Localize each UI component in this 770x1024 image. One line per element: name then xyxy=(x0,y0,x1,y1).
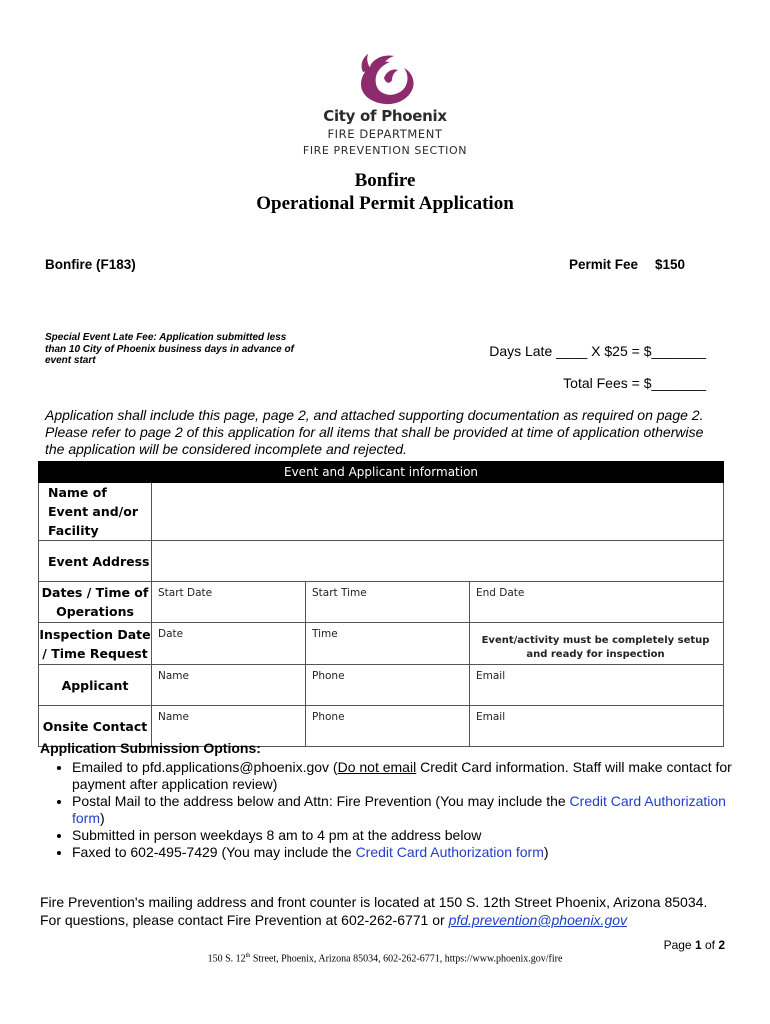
list-item xyxy=(72,827,762,844)
footer-part2: Street, Phoenix, Arizona 85034, 602-262-6771, https://www.phoenix.gov/fire xyxy=(250,953,563,965)
instructions-text: Application shall include this page, page 2, and attached supporting documentation as required on page 2. Please refer to page 2 of this application for all items that shall be provided at time of application otherwise the application will be considered incomplete and rejected. xyxy=(45,407,704,457)
page-of: of xyxy=(701,938,719,952)
credit-card-form-link[interactable]: Credit Card Authorization form xyxy=(355,844,544,860)
end-date-field[interactable] xyxy=(470,582,724,623)
option-fax-text: Faxed to 602-495-7429 (You may include the xyxy=(72,844,356,860)
permit-fee-label: Permit Fee xyxy=(569,257,639,272)
applicant-name-field[interactable] xyxy=(152,665,306,706)
logo-department: FIRE DEPARTMENT xyxy=(327,127,443,141)
onsite-phone-field[interactable] xyxy=(306,706,470,747)
dates-label: Dates / Time of Operations xyxy=(39,582,152,623)
option-mail-close: ) xyxy=(100,810,105,826)
do-not-email-text: Do not email xyxy=(337,759,417,775)
footer-sup: th xyxy=(245,953,251,959)
end-date-label: End Date xyxy=(476,587,525,599)
start-time-label: Start Time xyxy=(312,587,367,599)
document-title: Bonfire xyxy=(354,170,416,191)
inspection-note: Event/activity must be completely setup and ready for inspection xyxy=(481,635,710,660)
event-applicant-table xyxy=(38,461,724,747)
permit-name: Bonfire (F183) xyxy=(45,257,136,272)
page-number xyxy=(600,938,725,952)
credit-card-form-link[interactable]: Credit Card Authorization form xyxy=(72,793,726,826)
applicant-email-field[interactable] xyxy=(470,665,724,706)
inspection-note-cell xyxy=(470,623,724,665)
event-address-field[interactable] xyxy=(152,541,724,582)
start-date-label: Start Date xyxy=(158,587,213,599)
onsite-name-label: Name xyxy=(158,711,189,723)
mailing-address-note xyxy=(40,893,730,929)
phoenix-bird-icon xyxy=(300,52,470,107)
applicant-phone-field[interactable] xyxy=(306,665,470,706)
submission-options-list xyxy=(40,759,762,861)
document-subtitle: Operational Permit Application xyxy=(256,193,514,214)
applicant-label: Applicant xyxy=(39,665,152,706)
footer-part1: 150 S. 12 xyxy=(207,953,246,965)
applicant-email-label: Email xyxy=(476,670,506,682)
option-email-text-cont: Credit Card information. Staff will make contact for payment after application review) xyxy=(72,759,732,792)
page-total: 2 xyxy=(718,938,725,952)
inspection-date-label: Date xyxy=(158,628,184,640)
option-mail-text: Postal Mail to the address below and Attn: Fire Prevention (You may include the xyxy=(72,793,570,809)
days-late-field[interactable]: Days Late ____ X $25 = $_______ xyxy=(489,343,706,359)
list-item xyxy=(72,844,762,861)
start-date-field[interactable] xyxy=(152,582,306,623)
inspection-time-label: Time xyxy=(312,628,338,640)
prevention-email-link[interactable]: pfd.prevention@phoenix.gov xyxy=(448,912,628,928)
inspection-date-field[interactable] xyxy=(152,623,306,665)
late-fee-note: Special Event Late Fee: Application submitted less than 10 City of Phoenix business days in advance of event start xyxy=(45,332,294,366)
list-item xyxy=(72,759,762,793)
option-fax-close: ) xyxy=(543,844,549,860)
page-current: 1 xyxy=(694,938,702,952)
option-email-text: Emailed to pfd.applications@phoenix.gov ( xyxy=(72,759,338,775)
applicant-name-label: Name xyxy=(158,670,189,682)
permit-fee-value: $150 xyxy=(655,257,686,272)
onsite-contact-label: Onsite Contact xyxy=(39,706,152,747)
option-in-person-text: Submitted in person weekdays 8 am to 4 pm at the address below xyxy=(72,827,482,843)
inspection-label: Inspection Date / Time Request xyxy=(39,623,152,665)
event-address-label: Event Address xyxy=(39,541,152,582)
submission-title: Application Submission Options: xyxy=(40,740,261,756)
onsite-email-label: Email xyxy=(476,711,506,723)
footer-address xyxy=(0,953,770,964)
logo-city-name: City of Phoenix xyxy=(323,107,447,125)
list-item xyxy=(72,793,762,827)
event-name-label: Name of Event and/or Facility xyxy=(39,483,152,541)
logo-section: FIRE PREVENTION SECTION xyxy=(302,144,468,157)
event-name-field[interactable] xyxy=(152,483,724,541)
page-prefix: Page xyxy=(663,938,695,952)
applicant-phone-label: Phone xyxy=(312,670,345,682)
table-header: Event and Applicant information xyxy=(39,462,724,483)
mailing-text: Fire Prevention's mailing address and front counter is located at 150 S. 12th Street Phoenix, Arizona 85034. For questions, please contact Fire Prevention at 602-262-6771 or xyxy=(40,894,708,928)
total-fees-field[interactable]: Total Fees = $_______ xyxy=(563,375,706,391)
onsite-email-field[interactable] xyxy=(470,706,724,747)
inspection-time-field[interactable] xyxy=(306,623,470,665)
start-time-field[interactable] xyxy=(306,582,470,623)
onsite-phone-label: Phone xyxy=(312,711,345,723)
